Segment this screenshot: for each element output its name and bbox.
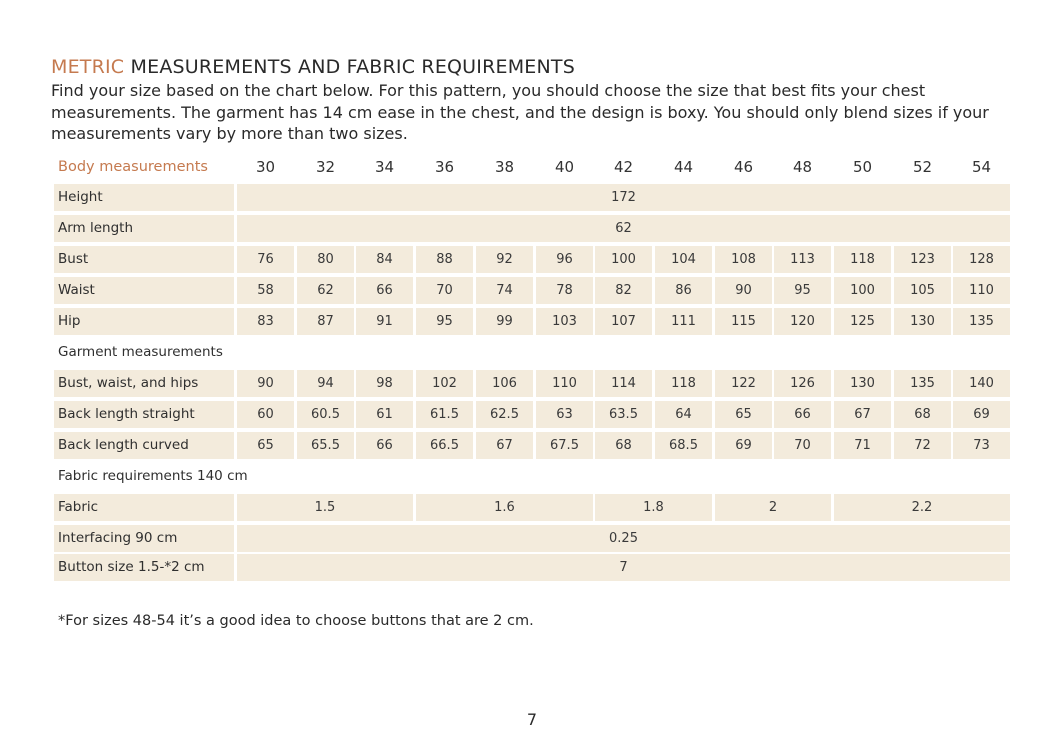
cell-waist-54: 110 bbox=[953, 277, 1010, 304]
cell-hip-36: 95 bbox=[416, 308, 473, 335]
size-header-50: 50 bbox=[852, 158, 873, 176]
row-label-waist: Waist bbox=[54, 277, 234, 304]
cell-hip-46: 115 bbox=[715, 308, 772, 335]
cell-hip-52: 130 bbox=[894, 308, 951, 335]
cell-fabric-group: 2 bbox=[715, 494, 831, 521]
cell-waist-32: 62 bbox=[297, 277, 354, 304]
cell-back-length-curved-44: 68.5 bbox=[655, 432, 712, 459]
row-label-arm-length: Arm length bbox=[54, 215, 234, 242]
size-header-36: 36 bbox=[434, 158, 455, 176]
cell-back-length-curved-50: 71 bbox=[834, 432, 891, 459]
cell-bust-50: 118 bbox=[834, 246, 891, 273]
cell-bust-waist-and-hips-50: 130 bbox=[834, 370, 891, 397]
row-label-back-length-curved: Back length curved bbox=[54, 432, 234, 459]
cell-hip-30: 83 bbox=[237, 308, 294, 335]
cell-back-length-straight-52: 68 bbox=[894, 401, 951, 428]
cell-bust-waist-and-hips-52: 135 bbox=[894, 370, 951, 397]
cell-waist-34: 66 bbox=[356, 277, 413, 304]
size-header-46: 46 bbox=[733, 158, 754, 176]
cell-bust-30: 76 bbox=[237, 246, 294, 273]
cell-hip-40: 103 bbox=[536, 308, 593, 335]
cell-waist-30: 58 bbox=[237, 277, 294, 304]
row-label-fabric: Fabric bbox=[54, 494, 234, 521]
cell-back-length-straight-50: 67 bbox=[834, 401, 891, 428]
size-header-34: 34 bbox=[374, 158, 395, 176]
cell-back-length-curved-30: 65 bbox=[237, 432, 294, 459]
page-title bbox=[51, 56, 575, 78]
cell-hip-50: 125 bbox=[834, 308, 891, 335]
cell-hip-48: 120 bbox=[774, 308, 831, 335]
cell-waist-44: 86 bbox=[655, 277, 712, 304]
cell-waist-36: 70 bbox=[416, 277, 473, 304]
intro-paragraph: Find your size based on the chart below. For this pattern, you should choose the size that best fits your chest measurements. The garment has 14 cm ease in the chest, and the design is boxy. You should only blend sizes if your measurements vary by more than two sizes. bbox=[51, 81, 989, 143]
cell-back-length-curved-40: 67.5 bbox=[536, 432, 593, 459]
cell-bust-54: 128 bbox=[953, 246, 1010, 273]
cell-back-length-straight-34: 61 bbox=[356, 401, 413, 428]
cell-hip-44: 111 bbox=[655, 308, 712, 335]
cell-back-length-curved-48: 70 bbox=[774, 432, 831, 459]
cell-back-length-curved-32: 65.5 bbox=[297, 432, 354, 459]
cell-fabric-group: 1.5 bbox=[237, 494, 413, 521]
cell-back-length-curved-36: 66.5 bbox=[416, 432, 473, 459]
cell-bust-waist-and-hips-30: 90 bbox=[237, 370, 294, 397]
row-label-bust-waist-and-hips: Bust, waist, and hips bbox=[54, 370, 234, 397]
cell-back-length-curved-54: 73 bbox=[953, 432, 1010, 459]
cell-back-length-straight-46: 65 bbox=[715, 401, 772, 428]
section-label: Garment measurements bbox=[58, 344, 223, 360]
cell-height: 172 bbox=[237, 184, 1010, 211]
title-rest: MEASUREMENTS AND FABRIC REQUIREMENTS bbox=[124, 56, 575, 78]
footnote: *For sizes 48-54 it’s a good idea to choose buttons that are 2 cm. bbox=[58, 613, 534, 629]
cell-bust-waist-and-hips-38: 106 bbox=[476, 370, 533, 397]
cell-bust-46: 108 bbox=[715, 246, 772, 273]
cell-fabric-group: 2.2 bbox=[834, 494, 1010, 521]
cell-back-length-curved-46: 69 bbox=[715, 432, 772, 459]
cell-bust-waist-and-hips-36: 102 bbox=[416, 370, 473, 397]
cell-back-length-curved-34: 66 bbox=[356, 432, 413, 459]
cell-waist-38: 74 bbox=[476, 277, 533, 304]
cell-bust-waist-and-hips-48: 126 bbox=[774, 370, 831, 397]
cell-back-length-straight-54: 69 bbox=[953, 401, 1010, 428]
cell-bust-48: 113 bbox=[774, 246, 831, 273]
cell-back-length-curved-52: 72 bbox=[894, 432, 951, 459]
cell-waist-50: 100 bbox=[834, 277, 891, 304]
cell-bust-52: 123 bbox=[894, 246, 951, 273]
cell-bust-42: 100 bbox=[595, 246, 652, 273]
cell-back-length-straight-42: 63.5 bbox=[595, 401, 652, 428]
cell-back-length-straight-38: 62.5 bbox=[476, 401, 533, 428]
cell-bust-waist-and-hips-34: 98 bbox=[356, 370, 413, 397]
cell-bust-waist-and-hips-54: 140 bbox=[953, 370, 1010, 397]
size-header-54: 54 bbox=[971, 158, 992, 176]
row-label-button-size-1-5-2-cm: Button size 1.5-*2 cm bbox=[54, 554, 234, 581]
cell-fabric-group: 1.8 bbox=[595, 494, 712, 521]
section-label: Fabric requirements 140 cm bbox=[58, 468, 248, 484]
cell-waist-42: 82 bbox=[595, 277, 652, 304]
cell-back-length-straight-32: 60.5 bbox=[297, 401, 354, 428]
cell-bust-waist-and-hips-40: 110 bbox=[536, 370, 593, 397]
row-label-interfacing-90-cm: Interfacing 90 cm bbox=[54, 525, 234, 552]
size-header-44: 44 bbox=[673, 158, 694, 176]
size-header-42: 42 bbox=[613, 158, 634, 176]
size-header-38: 38 bbox=[494, 158, 515, 176]
cell-interfacing-90-cm: 0.25 bbox=[237, 525, 1010, 552]
cell-bust-36: 88 bbox=[416, 246, 473, 273]
cell-hip-32: 87 bbox=[297, 308, 354, 335]
cell-bust-waist-and-hips-42: 114 bbox=[595, 370, 652, 397]
row-label-hip: Hip bbox=[54, 308, 234, 335]
size-header-32: 32 bbox=[315, 158, 336, 176]
cell-back-length-straight-40: 63 bbox=[536, 401, 593, 428]
size-header-52: 52 bbox=[912, 158, 933, 176]
cell-back-length-curved-42: 68 bbox=[595, 432, 652, 459]
cell-arm-length: 62 bbox=[237, 215, 1010, 242]
cell-waist-48: 95 bbox=[774, 277, 831, 304]
cell-bust-44: 104 bbox=[655, 246, 712, 273]
cell-hip-54: 135 bbox=[953, 308, 1010, 335]
cell-back-length-straight-44: 64 bbox=[655, 401, 712, 428]
cell-button-size-1-5-2-cm: 7 bbox=[237, 554, 1010, 581]
cell-bust-32: 80 bbox=[297, 246, 354, 273]
cell-back-length-straight-48: 66 bbox=[774, 401, 831, 428]
cell-bust-34: 84 bbox=[356, 246, 413, 273]
size-header-48: 48 bbox=[792, 158, 813, 176]
cell-back-length-curved-38: 67 bbox=[476, 432, 533, 459]
size-header-30: 30 bbox=[255, 158, 276, 176]
row-label-height: Height bbox=[54, 184, 234, 211]
cell-hip-38: 99 bbox=[476, 308, 533, 335]
row-label-back-length-straight: Back length straight bbox=[54, 401, 234, 428]
cell-bust-40: 96 bbox=[536, 246, 593, 273]
cell-back-length-straight-30: 60 bbox=[237, 401, 294, 428]
cell-back-length-straight-36: 61.5 bbox=[416, 401, 473, 428]
page-number: 7 bbox=[526, 710, 538, 729]
cell-hip-42: 107 bbox=[595, 308, 652, 335]
title-accent: METRIC bbox=[51, 56, 125, 78]
cell-fabric-group: 1.6 bbox=[416, 494, 593, 521]
cell-waist-40: 78 bbox=[536, 277, 593, 304]
header-label: Body measurements bbox=[58, 159, 208, 175]
size-header-40: 40 bbox=[554, 158, 575, 176]
cell-bust-waist-and-hips-46: 122 bbox=[715, 370, 772, 397]
cell-bust-waist-and-hips-32: 94 bbox=[297, 370, 354, 397]
cell-waist-52: 105 bbox=[894, 277, 951, 304]
cell-waist-46: 90 bbox=[715, 277, 772, 304]
cell-hip-34: 91 bbox=[356, 308, 413, 335]
row-label-bust: Bust bbox=[54, 246, 234, 273]
cell-bust-38: 92 bbox=[476, 246, 533, 273]
cell-bust-waist-and-hips-44: 118 bbox=[655, 370, 712, 397]
